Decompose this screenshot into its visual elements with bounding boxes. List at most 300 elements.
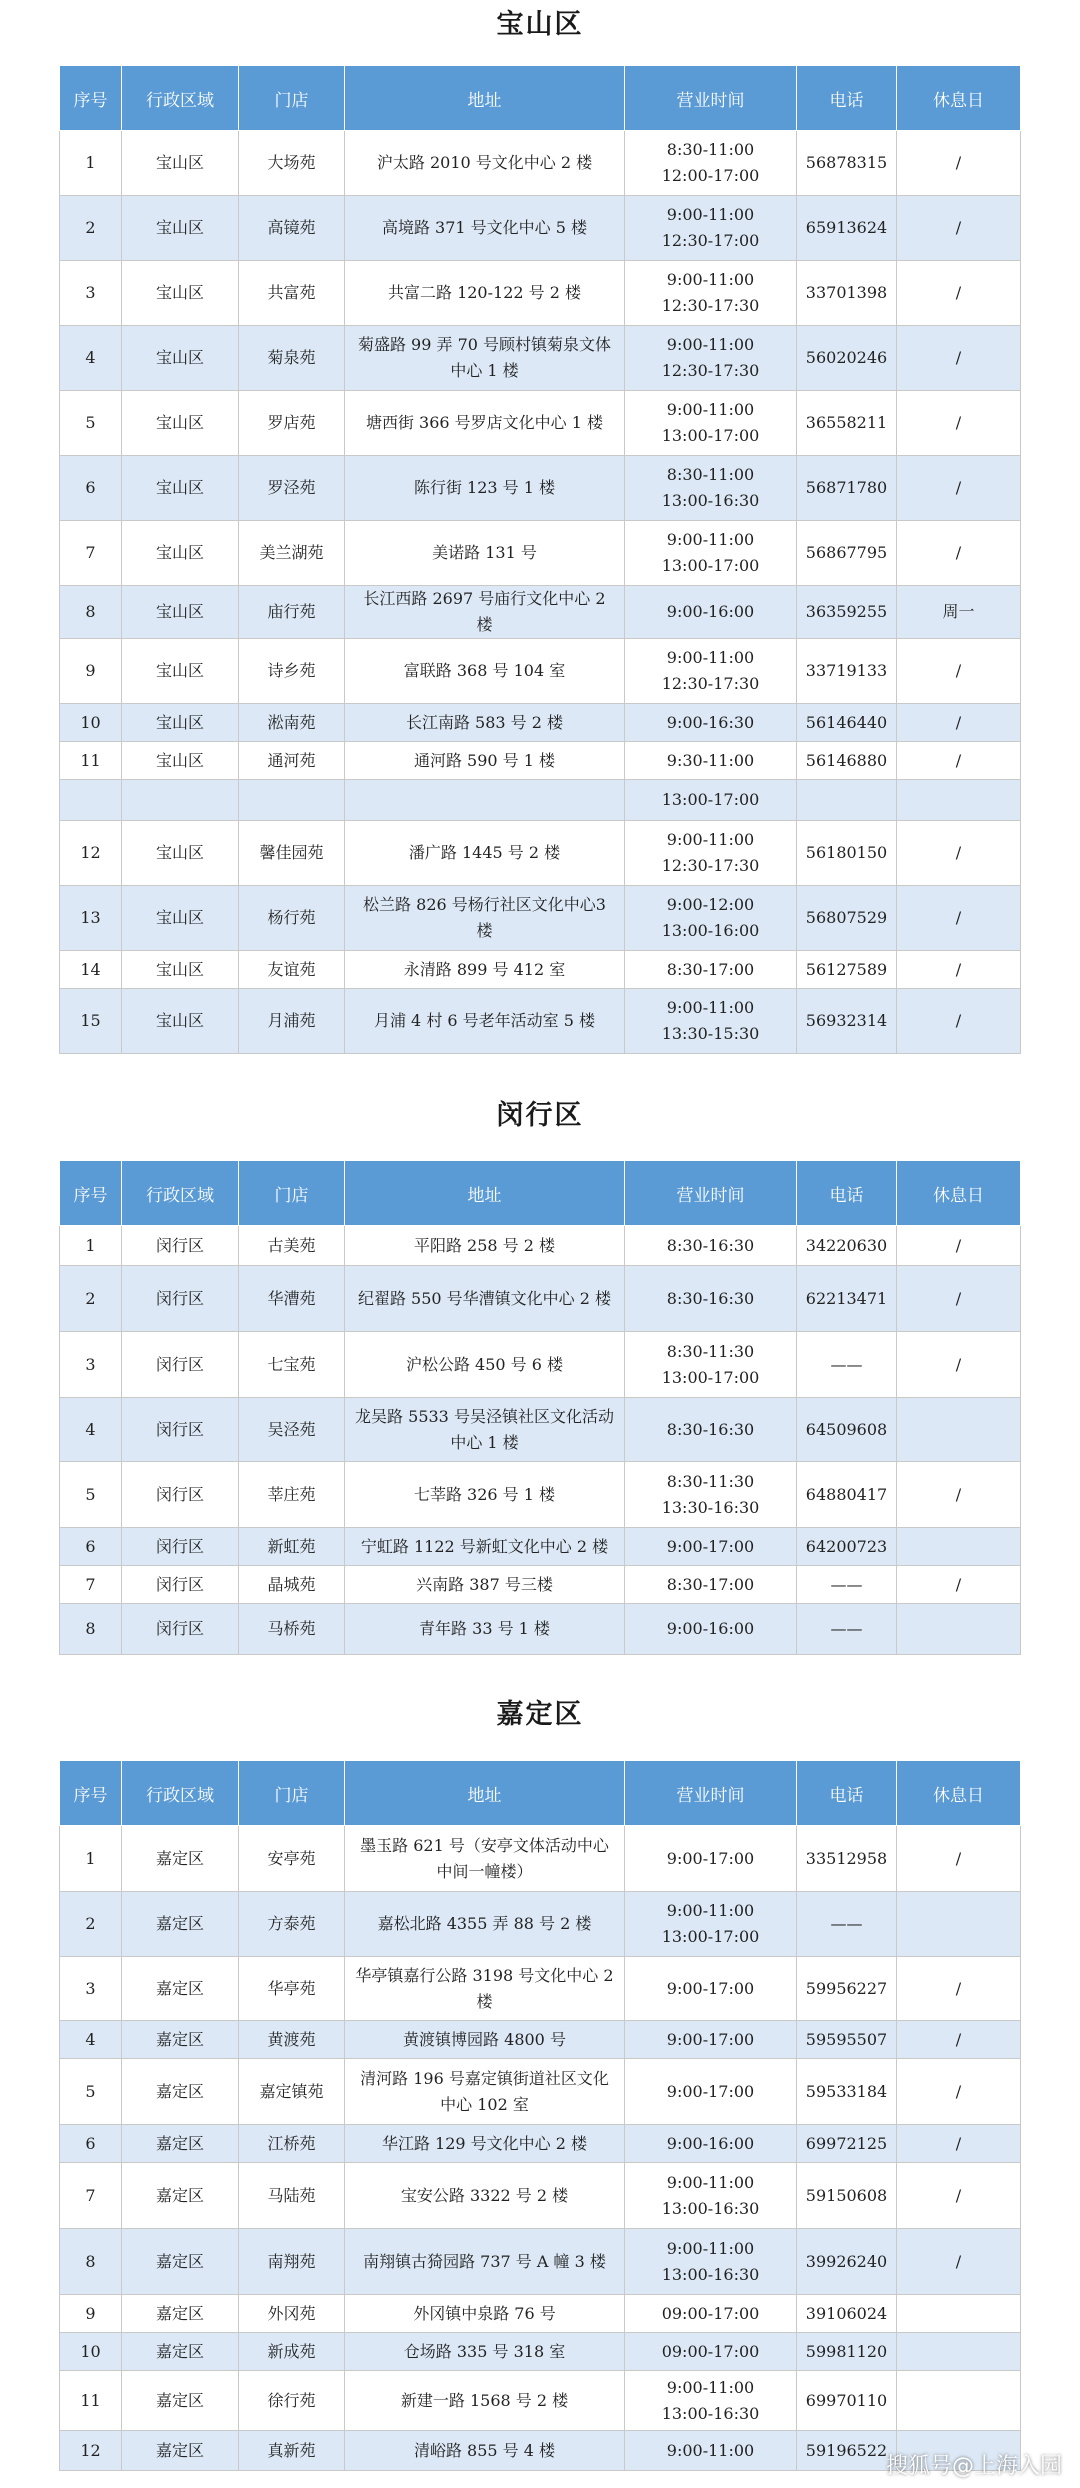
table-row — [60, 1528, 1021, 1566]
cell-phone: 59981120 — [797, 2333, 897, 2371]
hours-line: 12:30-17:00 — [661, 231, 760, 250]
cell-store: 淞南苑 — [239, 704, 345, 742]
cell-no: 8 — [60, 586, 122, 639]
cell-rest: / — [897, 639, 1021, 704]
cell-phone: 64880417 — [797, 1462, 897, 1528]
cell-hours — [625, 1566, 797, 1604]
cell-hours — [625, 131, 797, 196]
cell-district: 宝山区 — [122, 586, 239, 639]
cell-address: 沪太路 2010 号文化中心 2 楼 — [345, 131, 625, 196]
cell-store: 通河苑 — [239, 742, 345, 780]
cell-rest: / — [897, 326, 1021, 391]
cell-district: 嘉定区 — [122, 2021, 239, 2059]
cell-phone: 34220630 — [797, 1226, 897, 1266]
hours-line: 12:30-17:30 — [661, 674, 760, 693]
cell-district: 嘉定区 — [122, 2295, 239, 2333]
cell-district: 闵行区 — [122, 1604, 239, 1655]
cell-no: 5 — [60, 391, 122, 456]
table-row — [60, 886, 1021, 951]
cell-district: 宝山区 — [122, 456, 239, 521]
table-row — [60, 1462, 1021, 1528]
cell-phone: 56180150 — [797, 821, 897, 886]
table-row — [60, 1566, 1021, 1604]
hours-line: 09:00-17:00 — [661, 2303, 760, 2323]
hours-line: 09:00-17:00 — [661, 2341, 760, 2361]
column-header-store: 门店 — [239, 1161, 345, 1226]
cell-phone: 39926240 — [797, 2229, 897, 2295]
cell-phone: —— — [797, 1892, 897, 1957]
cell-store: 大场苑 — [239, 131, 345, 196]
cell-phone: 56932314 — [797, 989, 897, 1054]
cell-district: 闵行区 — [122, 1462, 239, 1528]
cell-phone: 56146440 — [797, 704, 897, 742]
cell-store: 外冈苑 — [239, 2295, 345, 2333]
hours-line: 9:00-16:00 — [666, 2133, 755, 2153]
hours-line: 13:00-16:30 — [661, 491, 760, 510]
table-row — [60, 1892, 1021, 1957]
cell-phone: 56127589 — [797, 951, 897, 989]
cell-no: 8 — [60, 1604, 122, 1655]
cell-no: 6 — [60, 1528, 122, 1566]
cell-district: 闵行区 — [122, 1332, 239, 1398]
cell-hours — [625, 2333, 797, 2371]
cell-hours — [625, 2431, 797, 2471]
cell-rest: / — [897, 1826, 1021, 1892]
cell-store: 新虹苑 — [239, 1528, 345, 1566]
cell-store: 马桥苑 — [239, 1604, 345, 1655]
table-row — [60, 2295, 1021, 2333]
cell-store: 江桥苑 — [239, 2125, 345, 2163]
cell-address: 黄渡镇博园路 4800 号 — [345, 2021, 625, 2059]
hours-line: 13:30-15:30 — [661, 1024, 760, 1043]
table-row — [60, 639, 1021, 704]
cell-rest: / — [897, 131, 1021, 196]
cell-address: 七莘路 326 号 1 楼 — [345, 1462, 625, 1528]
table-row — [60, 1398, 1021, 1462]
cell-rest: / — [897, 521, 1021, 586]
cell-phone: 56871780 — [797, 456, 897, 521]
table-row — [60, 2021, 1021, 2059]
table-row — [60, 821, 1021, 886]
cell-no: 3 — [60, 1332, 122, 1398]
cell-hours — [625, 780, 797, 821]
cell-no: 12 — [60, 2431, 122, 2471]
cell-phone: 59150608 — [797, 2163, 897, 2229]
cell-store: 晶城苑 — [239, 1566, 345, 1604]
cell-district: 宝山区 — [122, 326, 239, 391]
cell-phone: 69972125 — [797, 2125, 897, 2163]
cell-district: 宝山区 — [122, 886, 239, 951]
column-header-hours: 营业时间 — [625, 66, 797, 131]
cell-no: 2 — [60, 1266, 122, 1332]
cell-no: 15 — [60, 989, 122, 1054]
hours-line: 9:00-11:00 — [666, 270, 755, 289]
cell-phone: 59533184 — [797, 2059, 897, 2125]
cell-address: 宝安公路 3322 号 2 楼 — [345, 2163, 625, 2229]
table-row — [60, 2163, 1021, 2229]
cell-store: 嘉定镇苑 — [239, 2059, 345, 2125]
cell-store: 罗店苑 — [239, 391, 345, 456]
cell-district: 宝山区 — [122, 196, 239, 261]
cell-address: 松兰路 826 号杨行社区文化中心3 楼 — [345, 886, 625, 951]
table-row — [60, 2125, 1021, 2163]
cell-rest: / — [897, 196, 1021, 261]
hours-line: 9:00-11:00 — [666, 648, 755, 667]
cell-address: 月浦 4 村 6 号老年活动室 5 楼 — [345, 989, 625, 1054]
cell-rest: / — [897, 1566, 1021, 1604]
hours-line: 9:00-16:30 — [666, 712, 755, 732]
table-row — [60, 2059, 1021, 2125]
cell-store: 真新苑 — [239, 2431, 345, 2471]
cell-rest: / — [897, 1332, 1021, 1398]
column-header-phone: 电话 — [797, 1761, 897, 1826]
table-row — [60, 326, 1021, 391]
column-header-no: 序号 — [60, 1161, 122, 1226]
cell-hours — [625, 2295, 797, 2333]
cell-address: 陈行街 123 号 1 楼 — [345, 456, 625, 521]
cell-district: 闵行区 — [122, 1398, 239, 1462]
hours-line: 9:00-11:00 — [666, 2440, 755, 2460]
cell-hours — [625, 1266, 797, 1332]
cell-address: 仓场路 335 号 318 室 — [345, 2333, 625, 2371]
section-title-minhang: 闵行区 — [496, 1100, 584, 1131]
cell-phone — [797, 780, 897, 821]
hours-line: 13:00-17:00 — [661, 1367, 760, 1387]
cell-no: 12 — [60, 821, 122, 886]
cell-phone: —— — [797, 1604, 897, 1655]
table-row — [60, 1332, 1021, 1398]
cell-no: 4 — [60, 1398, 122, 1462]
section-title-baoshan: 宝山区 — [496, 9, 584, 40]
cell-rest: / — [897, 821, 1021, 886]
hours-line: 13:00-17:00 — [661, 790, 760, 809]
cell-no: 10 — [60, 2333, 122, 2371]
cell-store: 莘庄苑 — [239, 1462, 345, 1528]
cell-hours — [625, 821, 797, 886]
cell-no: 7 — [60, 521, 122, 586]
cell-hours — [625, 639, 797, 704]
cell-no: 10 — [60, 704, 122, 742]
column-header-no: 序号 — [60, 66, 122, 131]
cell-district: 嘉定区 — [122, 1826, 239, 1892]
hours-line: 9:00-16:00 — [666, 1619, 755, 1638]
cell-store: 美兰湖苑 — [239, 521, 345, 586]
cell-district: 嘉定区 — [122, 2125, 239, 2163]
section-title-jiading: 嘉定区 — [496, 1699, 584, 1730]
hours-line: 13:00-17:00 — [661, 426, 760, 445]
table-row — [60, 391, 1021, 456]
cell-district: 宝山区 — [122, 391, 239, 456]
cell-rest — [897, 2371, 1021, 2431]
hours-line: 8:30-16:30 — [666, 1235, 755, 1255]
cell-phone: 59196522 — [797, 2431, 897, 2471]
cell-rest: / — [897, 2163, 1021, 2229]
hours-line: 9:00-11:00 — [666, 530, 755, 549]
cell-hours — [625, 391, 797, 456]
cell-no — [60, 780, 122, 821]
hours-line: 12:30-17:30 — [661, 856, 760, 875]
cell-rest: / — [897, 2125, 1021, 2163]
cell-phone: —— — [797, 1566, 897, 1604]
cell-district: 嘉定区 — [122, 1892, 239, 1957]
table-jiading — [59, 1760, 1021, 2471]
cell-hours — [625, 1462, 797, 1528]
cell-phone: 56146880 — [797, 742, 897, 780]
column-header-hours: 营业时间 — [625, 1761, 797, 1826]
column-header-store: 门店 — [239, 66, 345, 131]
cell-no: 5 — [60, 2059, 122, 2125]
cell-store: 共富苑 — [239, 261, 345, 326]
cell-address: 青年路 33 号 1 楼 — [345, 1604, 625, 1655]
table-row — [60, 586, 1021, 639]
hours-line: 13:00-17:00 — [661, 1927, 760, 1946]
hours-line: 13:00-16:30 — [661, 2264, 760, 2284]
cell-rest: / — [897, 261, 1021, 326]
cell-district: 闵行区 — [122, 1226, 239, 1266]
cell-store: 新成苑 — [239, 2333, 345, 2371]
cell-rest — [897, 2295, 1021, 2333]
cell-phone: 33512958 — [797, 1826, 897, 1892]
cell-hours — [625, 2229, 797, 2295]
hours-line: 13:00-16:30 — [661, 2403, 760, 2423]
cell-district: 宝山区 — [122, 821, 239, 886]
cell-no: 6 — [60, 456, 122, 521]
cell-district: 嘉定区 — [122, 2371, 239, 2431]
cell-no: 11 — [60, 742, 122, 780]
cell-rest: / — [897, 456, 1021, 521]
hours-line: 8:30-11:30 — [666, 1471, 755, 1491]
cell-address: 潘广路 1445 号 2 楼 — [345, 821, 625, 886]
cell-phone: —— — [797, 1332, 897, 1398]
cell-no: 6 — [60, 2125, 122, 2163]
cell-address: 平阳路 258 号 2 楼 — [345, 1226, 625, 1266]
cell-hours — [625, 1826, 797, 1892]
cell-store: 黄渡苑 — [239, 2021, 345, 2059]
cell-district: 嘉定区 — [122, 2163, 239, 2229]
cell-phone: 39106024 — [797, 2295, 897, 2333]
cell-no: 1 — [60, 1226, 122, 1266]
cell-store: 诗乡苑 — [239, 639, 345, 704]
table-minhang — [59, 1160, 1021, 1655]
cell-hours — [625, 989, 797, 1054]
cell-rest: / — [897, 2021, 1021, 2059]
cell-store: 七宝苑 — [239, 1332, 345, 1398]
cell-rest: / — [897, 989, 1021, 1054]
cell-address: 嘉松北路 4355 弄 88 号 2 楼 — [345, 1892, 625, 1957]
table-row — [60, 704, 1021, 742]
cell-hours — [625, 586, 797, 639]
hours-line: 9:00-11:00 — [666, 400, 755, 419]
column-header-hours: 营业时间 — [625, 1161, 797, 1226]
cell-no: 13 — [60, 886, 122, 951]
cell-rest: / — [897, 2229, 1021, 2295]
hours-line: 12:30-17:30 — [661, 361, 760, 380]
cell-store: 高镜苑 — [239, 196, 345, 261]
cell-district: 宝山区 — [122, 704, 239, 742]
table-row — [60, 1604, 1021, 1655]
cell-rest: / — [897, 1462, 1021, 1528]
cell-store: 菊泉苑 — [239, 326, 345, 391]
table-row — [60, 2371, 1021, 2431]
cell-hours — [625, 1892, 797, 1957]
cell-address: 通河路 590 号 1 楼 — [345, 742, 625, 780]
cell-rest: / — [897, 2059, 1021, 2125]
hours-line: 9:00-17:00 — [666, 2081, 755, 2101]
table-row — [60, 261, 1021, 326]
cell-address: 外冈镇中泉路 76 号 — [345, 2295, 625, 2333]
watermark: 搜狐号@上海入园 — [885, 2454, 1062, 2479]
hours-line: 9:00-17:00 — [666, 2029, 755, 2049]
column-header-district: 行政区域 — [122, 1761, 239, 1826]
cell-rest — [897, 1528, 1021, 1566]
cell-rest — [897, 1892, 1021, 1957]
hours-line: 9:00-11:00 — [666, 830, 755, 849]
cell-address: 长江南路 583 号 2 楼 — [345, 704, 625, 742]
cell-address: 新建一路 1568 号 2 楼 — [345, 2371, 625, 2431]
cell-no: 11 — [60, 2371, 122, 2431]
table-header-row — [60, 1761, 1021, 1826]
cell-store: 古美苑 — [239, 1226, 345, 1266]
cell-address: 南翔镇古猗园路 737 号 A 幢 3 楼 — [345, 2229, 625, 2295]
cell-district: 宝山区 — [122, 261, 239, 326]
cell-address — [345, 780, 625, 821]
column-header-phone: 电话 — [797, 66, 897, 131]
cell-address: 华亭镇嘉行公路 3198 号文化中心 2 楼 — [345, 1957, 625, 2021]
column-header-district: 行政区域 — [122, 1161, 239, 1226]
column-header-store: 门店 — [239, 1761, 345, 1826]
cell-store: 吴泾苑 — [239, 1398, 345, 1462]
cell-no: 1 — [60, 131, 122, 196]
cell-no: 3 — [60, 1957, 122, 2021]
cell-store — [239, 780, 345, 821]
cell-hours — [625, 196, 797, 261]
column-header-rest: 休息日 — [897, 1161, 1021, 1226]
cell-hours — [625, 1226, 797, 1266]
cell-rest: / — [897, 951, 1021, 989]
cell-phone: 56807529 — [797, 886, 897, 951]
cell-rest — [897, 1604, 1021, 1655]
cell-address: 清峪路 855 号 4 楼 — [345, 2431, 625, 2471]
cell-address: 塘西街 366 号罗店文化中心 1 楼 — [345, 391, 625, 456]
cell-hours — [625, 2163, 797, 2229]
hours-line: 9:00-11:00 — [666, 335, 755, 354]
cell-store: 安亭苑 — [239, 1826, 345, 1892]
cell-no: 14 — [60, 951, 122, 989]
cell-store: 杨行苑 — [239, 886, 345, 951]
cell-store: 罗泾苑 — [239, 456, 345, 521]
cell-district: 嘉定区 — [122, 2229, 239, 2295]
hours-line: 9:00-11:00 — [666, 1901, 755, 1920]
cell-hours — [625, 886, 797, 951]
cell-hours — [625, 1332, 797, 1398]
cell-address: 长江西路 2697 号庙行文化中心 2 楼 — [345, 586, 625, 639]
column-header-address: 地址 — [345, 1761, 625, 1826]
cell-store: 方泰苑 — [239, 1892, 345, 1957]
column-header-rest: 休息日 — [897, 1761, 1021, 1826]
hours-line: 9:00-11:00 — [666, 998, 755, 1017]
cell-phone: 33701398 — [797, 261, 897, 326]
cell-address: 龙吴路 5533 号吴泾镇社区文化活动中心 1 楼 — [345, 1398, 625, 1462]
cell-no: 2 — [60, 1892, 122, 1957]
table-row — [60, 1957, 1021, 2021]
table-row — [60, 456, 1021, 521]
hours-line: 9:00-11:00 — [666, 2377, 755, 2397]
hours-line: 13:30-16:30 — [661, 1497, 760, 1517]
hours-line: 13:00-16:00 — [661, 921, 760, 940]
cell-store: 友谊苑 — [239, 951, 345, 989]
cell-rest: / — [897, 1266, 1021, 1332]
cell-district: 嘉定区 — [122, 2431, 239, 2471]
cell-no: 4 — [60, 2021, 122, 2059]
column-header-address: 地址 — [345, 66, 625, 131]
hours-line: 13:00-17:00 — [661, 556, 760, 575]
hours-line: 8:30-11:00 — [666, 140, 755, 159]
cell-no: 8 — [60, 2229, 122, 2295]
hours-line: 12:00-17:00 — [661, 166, 760, 185]
cell-phone: 59956227 — [797, 1957, 897, 2021]
hours-line: 8:30-16:30 — [666, 1419, 755, 1439]
cell-store: 庙行苑 — [239, 586, 345, 639]
cell-rest — [897, 780, 1021, 821]
cell-hours — [625, 2021, 797, 2059]
cell-district: 宝山区 — [122, 639, 239, 704]
table-row — [60, 2333, 1021, 2371]
cell-district: 嘉定区 — [122, 2059, 239, 2125]
cell-district: 宝山区 — [122, 989, 239, 1054]
cell-phone: 56020246 — [797, 326, 897, 391]
cell-rest: 周一 — [897, 586, 1021, 639]
cell-district: 宝山区 — [122, 951, 239, 989]
cell-store: 南翔苑 — [239, 2229, 345, 2295]
table-row — [60, 2431, 1021, 2471]
cell-hours — [625, 456, 797, 521]
column-header-district: 行政区域 — [122, 66, 239, 131]
cell-phone: 36359255 — [797, 586, 897, 639]
hours-line: 13:00-16:30 — [661, 2198, 760, 2218]
cell-address: 共富二路 120-122 号 2 楼 — [345, 261, 625, 326]
hours-line: 9:00-12:00 — [666, 895, 755, 914]
cell-phone: 62213471 — [797, 1266, 897, 1332]
cell-hours — [625, 2371, 797, 2431]
cell-district: 闵行区 — [122, 1266, 239, 1332]
cell-rest — [897, 2333, 1021, 2371]
cell-district — [122, 780, 239, 821]
cell-phone: 64200723 — [797, 1528, 897, 1566]
cell-district: 宝山区 — [122, 742, 239, 780]
table-row — [60, 131, 1021, 196]
cell-district: 闵行区 — [122, 1528, 239, 1566]
cell-rest: / — [897, 742, 1021, 780]
cell-phone: 33719133 — [797, 639, 897, 704]
cell-address: 沪松公路 450 号 6 楼 — [345, 1332, 625, 1398]
cell-rest: / — [897, 1226, 1021, 1266]
column-header-rest: 休息日 — [897, 66, 1021, 131]
cell-phone: 36558211 — [797, 391, 897, 456]
cell-no: 2 — [60, 196, 122, 261]
hours-line: 12:30-17:30 — [661, 296, 760, 315]
column-header-phone: 电话 — [797, 1161, 897, 1226]
cell-hours — [625, 951, 797, 989]
cell-no: 5 — [60, 1462, 122, 1528]
hours-line: 9:00-17:00 — [666, 1848, 755, 1868]
cell-store: 馨佳园苑 — [239, 821, 345, 886]
cell-no: 9 — [60, 2295, 122, 2333]
cell-hours — [625, 2059, 797, 2125]
cell-phone: 56867795 — [797, 521, 897, 586]
cell-district: 宝山区 — [122, 521, 239, 586]
cell-phone: 69970110 — [797, 2371, 897, 2431]
cell-rest — [897, 1398, 1021, 1462]
